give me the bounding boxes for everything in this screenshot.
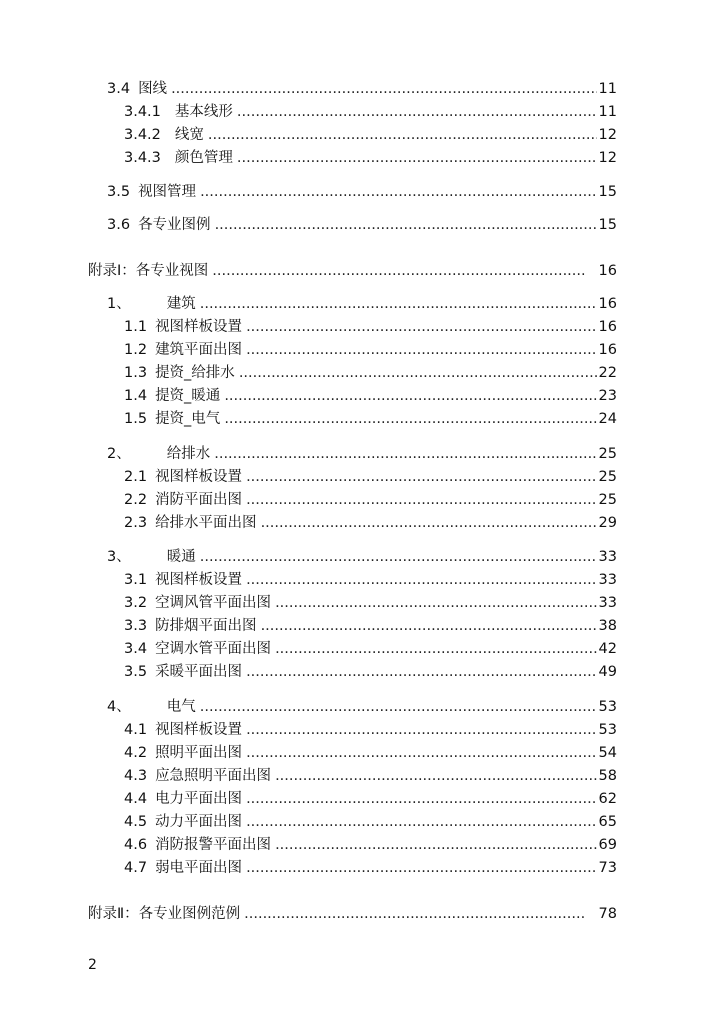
toc-entry[interactable]	[124, 569, 617, 591]
toc-entry-label	[107, 214, 211, 236]
toc-entry-title: 视图样板设置	[155, 319, 243, 335]
toc-entry-number: 1.3	[124, 365, 148, 381]
toc-entry[interactable]	[124, 147, 617, 169]
toc-entry-title: 各专业图例	[138, 217, 211, 233]
toc-entry-number: 3、	[107, 549, 131, 565]
toc-entry-title: 基本线形	[174, 104, 233, 120]
toc-entry[interactable]	[124, 362, 617, 384]
toc-entry-page: 33	[598, 595, 617, 611]
toc-entry-page: 38	[598, 618, 617, 634]
toc-entry[interactable]	[124, 592, 617, 614]
toc-entry-page: 16	[598, 296, 617, 312]
toc-entry-label	[124, 615, 257, 637]
toc-entry[interactable]	[107, 214, 617, 236]
toc-leader-dots	[208, 124, 597, 146]
toc-entry-title: 照明平面出图	[155, 745, 243, 761]
toc-entry-label	[124, 316, 242, 338]
toc-entry-number: 4、	[107, 699, 131, 715]
toc-entry-label	[107, 443, 210, 465]
toc-entry-title: 各专业图例范例	[138, 906, 241, 922]
toc-leader-dots	[212, 260, 584, 282]
toc-entry-number: 4.4	[124, 791, 148, 807]
toc-leader-dots	[214, 443, 596, 465]
toc-entry-page: 69	[598, 837, 617, 853]
toc-leader-dots	[224, 408, 596, 430]
toc-entry-title: 视图管理	[138, 184, 197, 200]
toc-leader-dots	[246, 788, 596, 810]
toc-entry-title: 提资_电气	[155, 411, 221, 427]
toc-leader-dots	[224, 385, 596, 407]
toc-entry[interactable]	[124, 489, 617, 511]
toc-entry-label	[124, 788, 242, 810]
toc-entry-number: 3.4.1	[124, 104, 161, 120]
toc-entry[interactable]	[124, 512, 617, 534]
toc-entry-title: 给排水	[166, 446, 211, 462]
toc-entry-page: 49	[598, 664, 617, 680]
toc-entry-number: 2.3	[124, 515, 148, 531]
toc-leader-dots	[246, 857, 596, 879]
toc-entry-page: 33	[598, 572, 617, 588]
toc-entry-number: 2.2	[124, 492, 148, 508]
toc-entry-number: 附录Ⅱ：	[88, 906, 139, 922]
toc-entry-label	[107, 546, 196, 568]
toc-entry-label	[124, 857, 242, 879]
toc-leader-dots	[215, 214, 597, 236]
toc-entry-title: 空调风管平面出图	[155, 595, 272, 611]
toc-entry[interactable]	[107, 443, 617, 465]
toc-entry[interactable]	[124, 742, 617, 764]
toc-entry[interactable]	[124, 385, 617, 407]
page-number: 2	[88, 957, 97, 973]
toc-entry-number: 4.2	[124, 745, 148, 761]
toc-entry-title: 图线	[138, 81, 168, 97]
toc-leader-dots	[237, 101, 597, 123]
toc-entry-title: 给排水平面出图	[155, 515, 257, 531]
toc-entry-title: 视图样板设置	[155, 722, 243, 738]
toc-entry-number: 3.2	[124, 595, 148, 611]
toc-entry[interactable]	[124, 719, 617, 741]
toc-entry-number: 3.3	[124, 618, 148, 634]
toc-entry-page: 42	[598, 641, 617, 657]
toc-entry-label	[124, 765, 271, 787]
toc-entry-label	[107, 181, 196, 203]
toc-entry-page: 12	[598, 150, 617, 166]
toc-entry-page: 15	[598, 217, 617, 233]
toc-leader-dots	[246, 339, 596, 361]
toc-entry[interactable]	[107, 546, 617, 568]
toc-leader-dots	[275, 638, 596, 660]
toc-entry[interactable]	[124, 316, 617, 338]
toc-entry-page: 78	[598, 906, 617, 922]
toc-entry-page: 22	[598, 365, 617, 381]
toc-entry-page: 11	[598, 81, 617, 97]
toc-entry[interactable]	[124, 834, 617, 856]
toc-entry-number: 1.5	[124, 411, 148, 427]
toc-entry-label	[124, 811, 242, 833]
toc-entry-page: 54	[598, 745, 617, 761]
toc-entry-label	[124, 661, 242, 683]
toc-leader-dots	[261, 512, 597, 534]
toc-entry-title: 空调水管平面出图	[155, 641, 272, 657]
toc-entry-page: 65	[598, 814, 617, 830]
toc-entry-title: 电气	[166, 699, 196, 715]
toc-entry-number: 1、	[107, 296, 131, 312]
toc-entry-page: 24	[598, 411, 617, 427]
toc-entry[interactable]	[124, 101, 617, 123]
toc-entry[interactable]	[124, 124, 617, 146]
toc-leader-dots	[200, 181, 596, 203]
toc-entry-label	[124, 719, 242, 741]
toc-leader-dots	[246, 661, 596, 683]
toc-entry-number: 4.7	[124, 860, 148, 876]
toc-entry-number: 3.4.2	[124, 127, 161, 143]
toc-entry-label	[124, 101, 233, 123]
toc-entry-label	[124, 339, 242, 361]
toc-entry-page: 53	[598, 699, 617, 715]
toc-leader-dots	[200, 293, 597, 315]
toc-entry[interactable]	[107, 181, 617, 203]
toc-entry-label	[107, 696, 196, 718]
toc-entry-page: 62	[598, 791, 617, 807]
toc-entry[interactable]	[124, 339, 617, 361]
toc-entry-number: 1.1	[124, 319, 148, 335]
toc-entry-label	[124, 385, 220, 407]
toc-leader-dots	[275, 592, 596, 614]
toc-entry-page: 58	[598, 768, 617, 784]
toc-entry-number: 3.5	[124, 664, 148, 680]
toc-entry-number: 3.4.3	[124, 150, 161, 166]
toc-entry[interactable]	[88, 260, 617, 282]
toc-entry-page: 16	[598, 319, 617, 335]
toc-entry-page: 33	[598, 549, 617, 565]
toc-leader-dots	[200, 546, 597, 568]
toc-leader-dots	[246, 742, 596, 764]
toc-entry-number: 2.1	[124, 469, 148, 485]
toc-leader-dots	[246, 489, 596, 511]
toc-entry-number: 4.3	[124, 768, 148, 784]
toc-entry-title: 颜色管理	[174, 150, 233, 166]
toc-entry-number: 4.6	[124, 837, 148, 853]
toc-entry-title: 采暖平面出图	[155, 664, 243, 680]
toc-leader-dots	[246, 719, 596, 741]
toc-entry-page: 53	[598, 722, 617, 738]
toc-entry-title: 提资_给排水	[155, 365, 235, 381]
toc-entry-label	[124, 569, 242, 591]
toc-entry[interactable]	[124, 788, 617, 810]
toc-entry-page: 11	[598, 104, 617, 120]
toc-entry-title: 消防报警平面出图	[155, 837, 272, 853]
toc-entry[interactable]	[124, 765, 617, 787]
toc-entry-number: 3.4	[107, 81, 131, 97]
toc-entry-number: 3.1	[124, 572, 148, 588]
toc-entry[interactable]	[124, 811, 617, 833]
toc-entry-label	[124, 512, 257, 534]
toc-entry[interactable]	[124, 466, 617, 488]
toc-entry-title: 动力平面出图	[155, 814, 243, 830]
toc-entry[interactable]	[124, 408, 617, 430]
toc-entry[interactable]	[124, 661, 617, 683]
toc-entry-title: 消防平面出图	[155, 492, 243, 508]
toc-entry-page: 25	[598, 446, 617, 462]
toc-entry-page: 73	[598, 860, 617, 876]
toc-entry-label	[124, 742, 242, 764]
toc-entry[interactable]	[124, 615, 617, 637]
toc-entry[interactable]	[124, 638, 617, 660]
toc-entry-page: 29	[598, 515, 617, 531]
toc-entry-title: 暖通	[166, 549, 196, 565]
toc-entry-number: 3.6	[107, 217, 131, 233]
toc-entry-title: 电力平面出图	[155, 791, 243, 807]
toc-entry-label	[88, 260, 208, 282]
toc-leader-dots	[239, 362, 597, 384]
toc-entry-page: 25	[598, 469, 617, 485]
toc-entry-number: 1.2	[124, 342, 148, 358]
toc-leader-dots	[275, 765, 596, 787]
toc-entry-title: 弱电平面出图	[155, 860, 243, 876]
toc-entry-label	[124, 638, 271, 660]
toc-entry[interactable]	[88, 903, 617, 925]
toc-entry-number: 3.5	[107, 184, 131, 200]
toc-entry[interactable]	[124, 857, 617, 879]
toc-entry-number: 1.4	[124, 388, 148, 404]
toc-entry-number: 4.1	[124, 722, 148, 738]
toc-entry-number: 3.4	[124, 641, 148, 657]
toc-entry-label	[124, 147, 233, 169]
toc-entry-label	[124, 124, 204, 146]
toc-leader-dots	[246, 316, 596, 338]
toc-entry-title: 提资_暖通	[155, 388, 221, 404]
toc-entry-label	[124, 362, 235, 384]
toc-leader-dots	[246, 811, 596, 833]
toc-entry-label	[88, 903, 240, 925]
toc-entry-label	[124, 489, 242, 511]
toc-entry-label	[124, 834, 271, 856]
toc-entry-title: 防排烟平面出图	[155, 618, 257, 634]
toc-leader-dots	[246, 569, 596, 591]
toc-entry-page: 12	[598, 127, 617, 143]
toc-entry-page: 16	[598, 342, 617, 358]
toc-entry-label	[124, 466, 242, 488]
toc-leader-dots	[261, 615, 597, 637]
toc-leader-dots	[237, 147, 597, 169]
toc-entry-title: 线宽	[174, 127, 204, 143]
toc-entry-number: 2、	[107, 446, 131, 462]
toc-entry-page: 15	[598, 184, 617, 200]
toc-entry-label	[107, 293, 196, 315]
toc-leader-dots	[275, 834, 596, 856]
toc-entry-page: 16	[598, 263, 617, 279]
toc-entry-title: 建筑平面出图	[155, 342, 243, 358]
toc-entry-page: 25	[598, 492, 617, 508]
toc-entry[interactable]	[107, 293, 617, 315]
toc-entry-title: 建筑	[166, 296, 196, 312]
toc-entry-title: 应急照明平面出图	[155, 768, 272, 784]
toc-entry-title: 各专业视图	[135, 263, 209, 279]
toc-entry-label	[124, 408, 220, 430]
toc-leader-dots	[244, 903, 584, 925]
toc-entry-label	[124, 592, 271, 614]
toc-leader-dots	[246, 466, 596, 488]
toc-entry-page: 23	[598, 388, 617, 404]
toc-leader-dots	[200, 696, 597, 718]
toc-entry-title: 视图样板设置	[155, 572, 243, 588]
toc-entry-label	[107, 78, 167, 100]
toc-entry-number: 4.5	[124, 814, 148, 830]
toc-leader-dots	[171, 78, 596, 100]
toc-entry[interactable]	[107, 696, 617, 718]
toc-entry[interactable]	[107, 78, 617, 100]
toc-entry-title: 视图样板设置	[155, 469, 243, 485]
toc-entry-number: 附录Ⅰ：	[88, 263, 136, 279]
